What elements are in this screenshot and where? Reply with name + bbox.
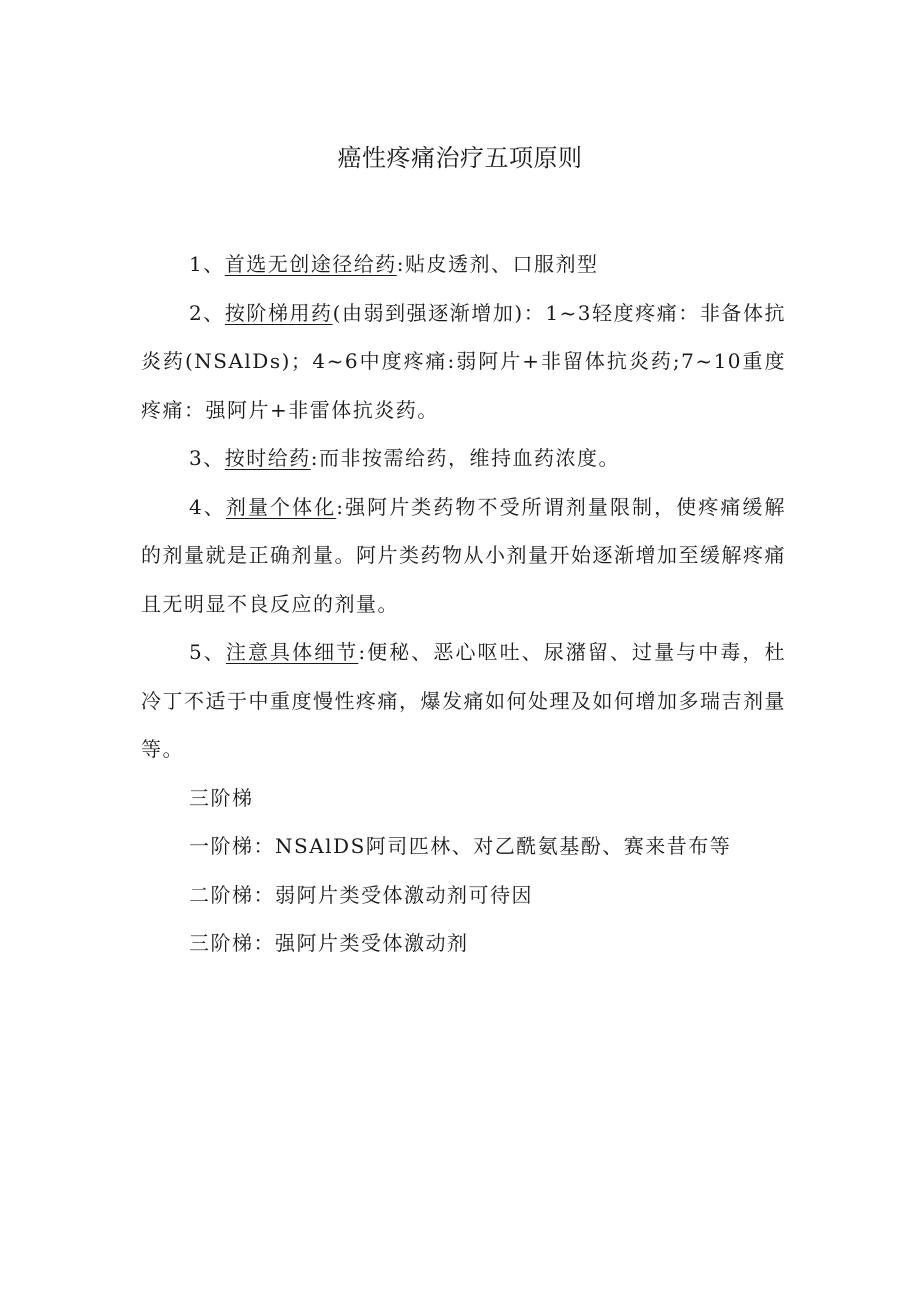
principle-text: :贴皮透剂、口服剂型 [396, 252, 599, 276]
principle-key: 首选无创途径给药 [224, 252, 397, 276]
principle-number: 4、 [189, 494, 226, 519]
principle-1 [141, 240, 786, 289]
principle-text: :强阿片类药物不受所谓剂量限制，使疼痛缓解的剂量就是正确剂量。阿片类药物从小剂量开始逐渐增加至缓解疼痛且无明显不良反应的剂量。 [141, 494, 786, 616]
document-title: 癌性疼痛治疗五项原则 [337, 144, 583, 172]
principle-text: :便秘、恶心呕吐、尿潴留、过量与中毒，杜冷丁不适于中重度慢性疼痛，爆发痛如何处理及如何增加多瑞吉剂量等。 [141, 640, 786, 761]
principle-3 [141, 434, 786, 483]
principle-text: :而非按需给药，维持血药浓度。 [310, 446, 620, 470]
principle-number: 3、 [189, 446, 225, 470]
principle-4 [141, 483, 786, 629]
ladder-step-3: 三阶梯：强阿片类受体激动剂 [189, 931, 469, 955]
principle-key: 按阶梯用药 [224, 300, 333, 325]
principle-key: 剂量个体化 [225, 494, 337, 519]
ladder-step-2: 二阶梯：弱阿片类受体激动剂可待因 [189, 882, 533, 907]
principle-key: 注意具体细节 [225, 640, 359, 664]
ladder-step-1: 一阶梯：NSAlDS阿司匹林、对乙酰氨基酚、赛来昔布等 [189, 834, 732, 858]
ladder-heading: 三阶梯 [189, 785, 254, 810]
principle-2 [141, 289, 786, 435]
principle-number: 1、 [189, 252, 225, 276]
principle-text: (由弱到强逐渐增加)：1~3轻度疼痛：非备体抗炎药(NSAlDs)；4~6中度疼痛:弱阿片+非留体抗炎药;7~10重度疼痛：强阿片+非雷体抗炎药。 [141, 300, 787, 422]
principle-5 [141, 628, 786, 774]
principle-number: 2、 [189, 300, 225, 325]
principle-number: 5、 [189, 640, 226, 664]
principle-key: 按时给药 [224, 446, 311, 470]
document-body [141, 240, 786, 968]
